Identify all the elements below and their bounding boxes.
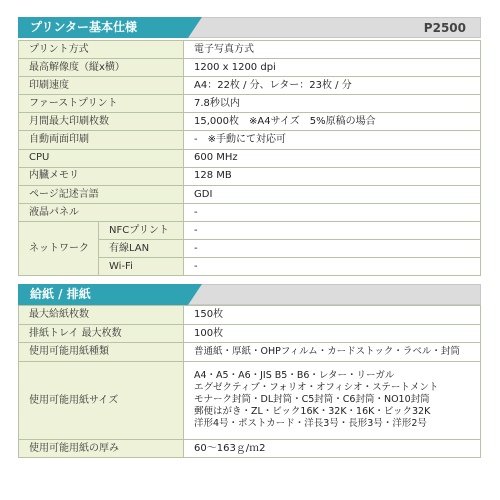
spec-label: 自動両面印刷 (19, 131, 184, 149)
spec-value: 1200 x 1200 dpi (184, 59, 481, 77)
printer-spec-header (18, 17, 481, 38)
paper-section-header (18, 284, 481, 305)
printer-spec-table (18, 40, 481, 222)
table-row (19, 95, 481, 113)
spec-value: - (184, 203, 481, 221)
spec-value: - ※手動にて対応可 (184, 131, 481, 149)
spec-value: A4：22枚 / 分、レター：23枚 / 分 (184, 77, 481, 95)
paper-size-line: 洋形4号・ポストカード・洋長3号・長形3号・洋形2号 (194, 418, 427, 430)
spec-value: 600 MHz (184, 149, 481, 167)
spec-label: ページ記述言語 (19, 185, 184, 203)
spec-label: 印刷速度 (19, 77, 184, 95)
paper-spec-table (18, 305, 481, 458)
table-row (19, 185, 481, 203)
spec-value: GDI (184, 185, 481, 203)
table-row (19, 439, 481, 458)
spec-label: 使用可能用紙の厚み (19, 439, 184, 458)
spec-value: 100枚 (184, 324, 481, 343)
spec-value: - (184, 258, 481, 276)
spec-label: ファーストプリント (19, 95, 184, 113)
table-row (19, 59, 481, 77)
spec-label: 最高解像度（縦x横） (19, 59, 184, 77)
table-row (19, 203, 481, 221)
spec-label: 月間最大印刷枚数 (19, 113, 184, 131)
paper-size-list (184, 361, 481, 439)
spec-value: - (184, 240, 481, 258)
table-row (19, 149, 481, 167)
spec-label: 最大給紙枚数 (19, 306, 184, 325)
spec-value: 60～163ｇ/ｍ2 (184, 439, 481, 458)
table-row (19, 306, 481, 325)
spec-label: Wi-Fi (99, 258, 184, 276)
spec-label: 内臓メモリ (19, 167, 184, 185)
model-name: P2500 (423, 21, 466, 35)
spec-value: 150枚 (184, 306, 481, 325)
table-row (19, 41, 481, 59)
printer-spec-title: プリンター基本仕様 (18, 17, 188, 38)
spec-value: 7.8秒以内 (184, 95, 481, 113)
table-row (19, 77, 481, 95)
spec-label: プリント方式 (19, 41, 184, 59)
spec-value: 15,000枚 ※A4サイズ 5%原稿の場合 (184, 113, 481, 131)
paper-size-line: エグゼクティブ・フォリオ・オフィシオ・ステートメント (194, 382, 439, 394)
paper-section-title: 給紙 / 排紙 (18, 284, 188, 305)
spec-label: 液晶パネル (19, 203, 184, 221)
spec-value: 128 MB (184, 167, 481, 185)
spec-label: 使用可能用紙サイズ (19, 361, 184, 439)
paper-size-line: 郵便はがき・ZL・ビック16K・32K・16K・ビック32K (194, 406, 431, 418)
network-label: ネットワーク (19, 222, 99, 276)
paper-size-line: モナーク封筒・DL封筒・C5封筒・C6封筒・NO10封筒 (194, 394, 430, 406)
spec-value: - (184, 222, 481, 240)
table-row (19, 131, 481, 149)
spec-label: 使用可能用紙種類 (19, 343, 184, 362)
network-table (18, 221, 481, 276)
table-row (19, 361, 481, 439)
paper-size-line: A4・A5・A6・JIS B5・B6・レター・リーガル (194, 370, 395, 382)
table-row (19, 222, 481, 240)
spec-label: 有線LAN (99, 240, 184, 258)
spec-value: 普通紙・厚紙・OHPフィルム・カードストック・ラベル・封筒 (184, 343, 481, 362)
spec-label: NFCプリント (99, 222, 184, 240)
spec-label: 排紙トレイ 最大枚数 (19, 324, 184, 343)
table-row (19, 167, 481, 185)
spec-label: CPU (19, 149, 184, 167)
table-row (19, 343, 481, 362)
table-row (19, 324, 481, 343)
spec-value: 電子写真方式 (184, 41, 481, 59)
table-row (19, 113, 481, 131)
